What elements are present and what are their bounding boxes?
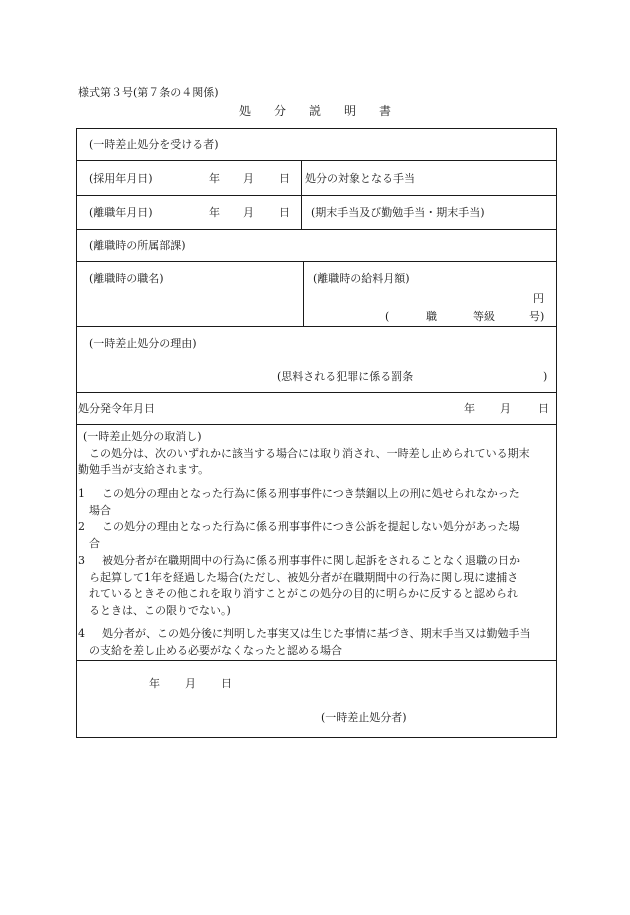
item-line: るときは、この限りでない。) xyxy=(89,603,231,617)
salary-grade: 等級 xyxy=(473,310,495,323)
item-number: 4 xyxy=(78,627,85,640)
leave-date-day: 日 xyxy=(279,206,290,219)
row-divider xyxy=(77,392,556,393)
form-table xyxy=(76,128,557,738)
item-line: 被処分者が在職期間中の行為に係る刑事事件に関し起訴をされることなく退職の日か xyxy=(102,554,520,567)
item-line: ら起算して1年を経過した場合(ただし、被処分者が在職期間中の行為に関し現に逮捕さ xyxy=(89,570,519,584)
salary-shoku: 職 xyxy=(426,310,437,323)
salary-go: 号) xyxy=(529,310,545,323)
item-line: の支給を差し止める必要がなくなったと認める場合 xyxy=(89,643,342,657)
issue-date-day: 日 xyxy=(538,402,549,415)
row-divider xyxy=(77,660,556,661)
reason-label: (一時差止処分の理由) xyxy=(89,337,197,350)
hire-date-year: 年 xyxy=(209,172,220,185)
allowance-target-label: 処分の対象となる手当 xyxy=(305,172,415,185)
form-title: 処分説明書 xyxy=(238,104,414,118)
issue-date-month: 月 xyxy=(500,402,511,415)
item-number: 1 xyxy=(78,487,85,500)
row-divider xyxy=(77,229,556,230)
row-divider xyxy=(77,424,556,425)
crime-clause-close: ) xyxy=(543,370,548,383)
signature-year: 年 xyxy=(149,677,160,690)
hire-date-day: 日 xyxy=(279,172,290,185)
row-divider xyxy=(77,326,556,327)
row-divider xyxy=(77,261,556,262)
hire-date-label: (採用年月日) xyxy=(89,172,153,185)
leave-date-month: 月 xyxy=(243,206,254,219)
item-number: 2 xyxy=(78,520,85,533)
leave-date-label: (離職年月日) xyxy=(89,206,153,219)
item-number: 3 xyxy=(78,554,85,567)
allowance-target-value: (期末手当及び勤勉手当・期末手当) xyxy=(311,206,485,219)
cancellation-intro-line: 勤勉手当が支給されます。 xyxy=(78,463,210,476)
item-line: れているときその他これを取り消すことがこの処分の目的に明らかに反すると認められ xyxy=(89,587,518,600)
salary-yen-unit: 円 xyxy=(533,292,544,305)
signature-day: 日 xyxy=(221,677,232,690)
form-number: 様式第３号(第７条の４関係) xyxy=(78,86,219,99)
item-line: この処分の理由となった行為に係る刑事事件につき公訴を提起しない処分があった場 xyxy=(102,520,520,533)
item-line: 処分者が、この処分後に判明した事実又は生じた事情に基づき、期末手当又は勤勉手当 xyxy=(102,627,531,640)
salary-open-paren: ( xyxy=(385,310,390,323)
row-divider xyxy=(77,195,556,196)
issue-date-label: 処分発令年月日 xyxy=(78,402,155,415)
cancellation-intro-line: この処分は、次のいずれかに該当する場合には取り消され、一時差し止められている期末 xyxy=(89,446,530,460)
issuer-label: (一時差止処分者) xyxy=(321,711,407,724)
column-divider xyxy=(303,261,304,326)
cancellation-heading: (一時差止処分の取消し) xyxy=(83,430,202,443)
item-line: 合 xyxy=(89,536,100,550)
salary-label: (離職時の給料月額) xyxy=(313,272,410,285)
item-line: この処分の理由となった行為に係る刑事事件につき禁錮以上の刑に処せられなかった xyxy=(102,487,520,500)
crime-clause-label: (思料される犯罪に係る罰条 xyxy=(277,370,414,383)
signature-month: 月 xyxy=(185,677,196,690)
department-label: (離職時の所属部課) xyxy=(89,239,186,252)
column-divider xyxy=(301,160,302,229)
item-line: 場合 xyxy=(89,503,111,517)
issue-date-year: 年 xyxy=(464,402,475,415)
leave-date-year: 年 xyxy=(209,206,220,219)
hire-date-month: 月 xyxy=(243,172,254,185)
position-label: (離職時の職名) xyxy=(89,272,164,285)
subject-label: (一時差止処分を受ける者) xyxy=(89,138,219,151)
row-divider xyxy=(77,160,556,161)
